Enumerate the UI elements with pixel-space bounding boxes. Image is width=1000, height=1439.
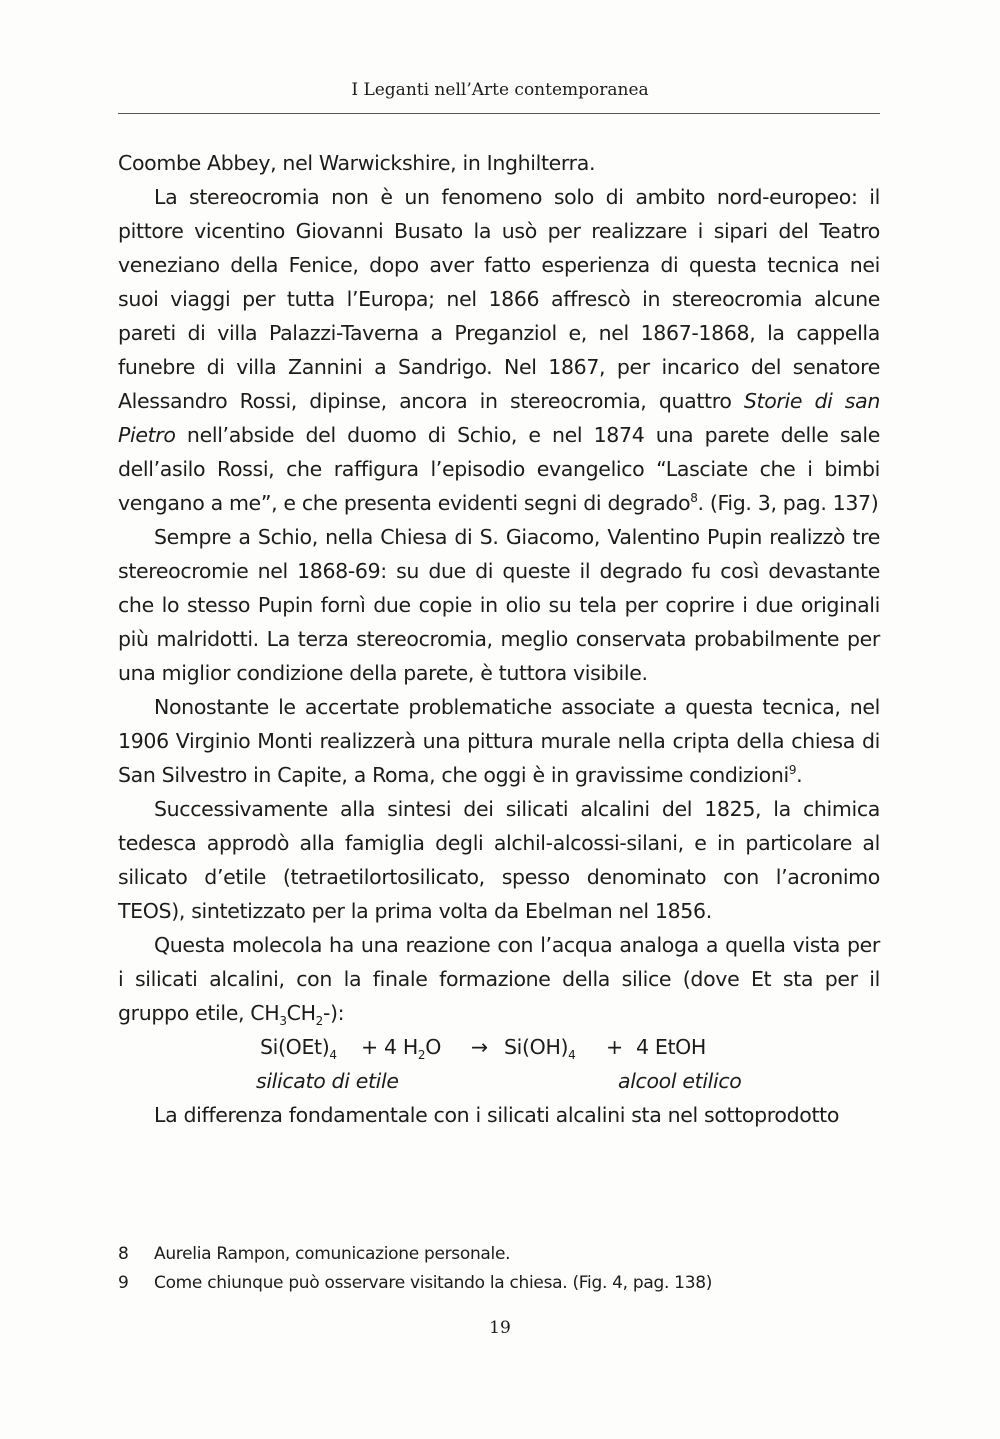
- body-text: [118, 146, 880, 1132]
- page-number: 19: [489, 1318, 511, 1338]
- reaction-arrow-icon: →: [471, 1035, 488, 1059]
- water-formula: + 4 H: [361, 1035, 418, 1059]
- footnote-number: 9: [118, 1273, 129, 1293]
- water-subscript: 2: [417, 1048, 426, 1063]
- footnote-text: Come chiunque può osservare visitando la chiesa. (Fig. 4, pag. 138): [154, 1273, 713, 1293]
- paragraph-5: Successivamente alla sintesi dei silicati alcalini del 1825, la chimica tedesca approdò alla famiglia degli alchil-alcossi-silani, e in particolare al silicato d’etile (tetraetilortosilicato, spesso denominato con l’acronimo TEOS), sintetizzato per la prima volta da Ebelman nel 1856.: [118, 797, 880, 923]
- paragraph-2-text-a: La stereocromia non è un fenomeno solo di ambito nord-europeo: il pittore vicentino Giovanni Busato la usò per realizzare i sipari del Teatro veneziano della Fenice, dopo aver fatto esperienza di questa tecnica nei suoi viaggi per tutta l’Europa; nel 1866 affrescò in stereocromia alcune pareti di villa Palazzi-Taverna a Preganziol e, nel 1867-1868, la cappella funebre di villa Zannini a Sandrigo. Nel 1867, per incarico del senatore Alessandro Rossi, dipinse, ancora in stereocromia, quattro: [118, 185, 880, 413]
- paragraph-6-text-c: -):: [322, 1001, 345, 1025]
- paragraph-1: Coombe Abbey, nel Warwickshire, in Inghilterra.: [118, 151, 596, 175]
- paragraph-6: [118, 928, 880, 1030]
- header-rule: [118, 113, 880, 114]
- paragraph-6-text-b: CH: [286, 1001, 316, 1025]
- footnote-ref-8[interactable]: 8: [690, 491, 698, 506]
- paragraph-4-text-b: .: [796, 763, 803, 787]
- paragraph-2-text-b: nell’abside del duomo di Schio, e nel 1874 una parete delle sale dell’asilo Rossi, che raffigura l’episodio evangelico “Lasciate che i bimbi vengano a me”, e che presenta evidenti segni di degrado: [118, 423, 880, 515]
- water-oxygen: O: [425, 1035, 442, 1059]
- product-silice: [504, 1030, 575, 1064]
- label-alcool-etilico: alcool etilico: [618, 1069, 742, 1093]
- footnote-8: [118, 1240, 880, 1269]
- paragraph-2-text-c: . (Fig. 3, pag. 137): [697, 491, 879, 515]
- footnote-text: Aurelia Rampon, comunicazione personale.: [154, 1244, 511, 1264]
- paragraph-3: Sempre a Schio, nella Chiesa di S. Giacomo, Valentino Pupin realizzò tre stereocromie nel 1868-69: su due di queste il degrado fu così devastante che lo stesso Pupin fornì due copie in olio su tela per coprire i due originali più malridotti. La terza stereocromia, meglio conservata probabilmente per una miglior condizione della parete, è tuttora visibile.: [118, 525, 880, 685]
- reactant-silicato: [260, 1030, 337, 1064]
- paragraph-4-text-a: Nonostante le accertate problematiche associate a questa tecnica, nel 1906 Virginio Monti realizzerà una pittura murale nella cripta della chiesa di San Silvestro in Capite, a Roma, che oggi è in gravissime condizioni: [118, 695, 880, 787]
- subscript-2: 2: [315, 1014, 323, 1029]
- paragraph-4: [118, 690, 880, 792]
- footnotes: [118, 1240, 880, 1298]
- product-formula: Si(OH): [504, 1035, 569, 1059]
- reactant-subscript: 4: [329, 1048, 337, 1063]
- reactant-formula: Si(OEt): [260, 1035, 330, 1059]
- footnote-ref-9[interactable]: 9: [788, 763, 797, 778]
- paragraph-7: La differenza fondamentale con i silicati alcalini sta nel sottoprodotto: [154, 1103, 840, 1127]
- footnote-number: 8: [118, 1244, 129, 1264]
- paragraph-6-text-a: Questa molecola ha una reazione con l’acqua analoga a quella vista per i silicati alcalini, con la finale formazione della silice (dove Et sta per il gruppo etile, CH: [118, 933, 880, 1025]
- equation-line: [118, 1030, 880, 1064]
- running-head: I Leganti nell’Arte contemporanea: [351, 80, 649, 100]
- footnote-9: [118, 1269, 880, 1298]
- product-alcohol: 4 EtOH: [636, 1035, 707, 1059]
- paragraph-2: [118, 180, 880, 520]
- equation-labels: [118, 1064, 880, 1098]
- product-subscript: 4: [568, 1048, 576, 1063]
- subscript-3: 3: [279, 1014, 287, 1029]
- label-silicato-di-etile: silicato di etile: [256, 1069, 399, 1093]
- chemical-equation: [118, 1030, 880, 1098]
- reactant-water: [361, 1030, 441, 1064]
- artwork-title: Storie di san Pietro: [118, 389, 880, 447]
- plus-sign: +: [606, 1035, 623, 1059]
